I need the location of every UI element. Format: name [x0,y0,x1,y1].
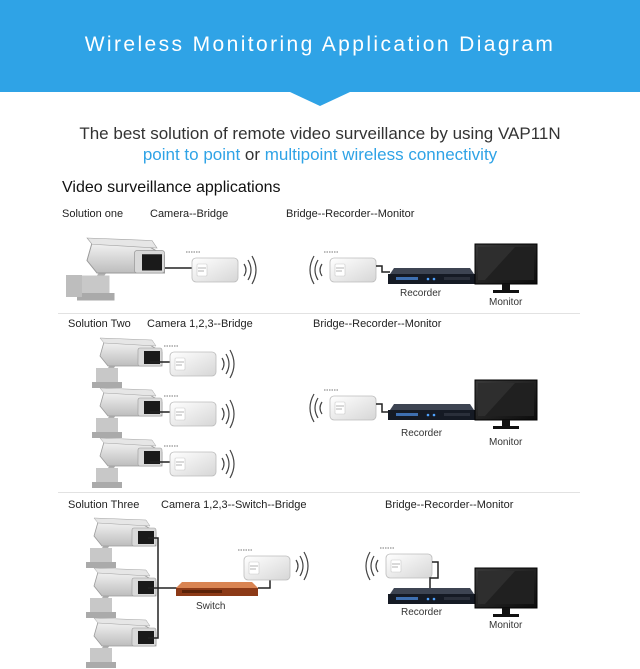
cable-icon [376,266,390,272]
banner-title: Wireless Monitoring Application Diagram [84,33,556,56]
solution-two-right-label: Bridge--Recorder--Monitor [313,318,442,330]
wifi-signal-icon [244,256,256,284]
intro-highlight-multipoint: multipoint wireless connectivity [264,145,498,164]
camera-icon [92,388,162,438]
camera-icon [86,518,156,568]
wifi-signal-icon [296,552,308,580]
cable-icon [148,538,178,638]
solution-three-left-label: Camera 1,2,3--Switch--Bridge [161,499,307,511]
switch-icon [176,582,258,596]
solution-three-right-label: Bridge--Recorder--Monitor [385,499,514,511]
solution-three-name: Solution Three [68,499,140,511]
solution-three-diagram [86,518,537,668]
solution-one-left-label: Camera--Bridge [150,208,229,220]
monitor-icon [475,568,537,617]
monitor-caption-1: Monitor [489,297,523,308]
wifi-signal-icon [310,394,322,422]
camera-icon [92,338,162,388]
solution-two-left-label: Camera 1,2,3--Bridge [147,318,253,330]
bridge-icon [324,390,376,420]
bridge-icon [164,396,216,426]
camera-icon [86,618,156,668]
monitor-caption-2: Monitor [489,437,523,448]
wifi-signal-icon [222,450,234,478]
bridge-icon [186,252,238,282]
solution-two-diagram [92,338,537,488]
intro-line-1: The best solution of remote video surveillance by using VAP11N [79,124,561,143]
solution-one-right-label: Bridge--Recorder--Monitor [286,208,415,220]
intro-highlight-point-to-point: point to point [142,145,241,164]
camera-icon [86,568,156,618]
intro-connector: or [240,145,265,164]
wifi-signal-icon [310,256,322,284]
recorder-caption-1: Recorder [400,288,442,299]
switch-caption: Switch [196,601,226,612]
recorder-icon [388,404,476,420]
bridge-icon [164,446,216,476]
monitor-icon [475,244,537,293]
wifi-signal-icon [366,552,378,580]
recorder-icon [388,268,476,284]
solution-one-name: Solution one [62,208,124,220]
solution-one-diagram [66,238,537,301]
camera-icon [92,438,162,488]
solution-two-name: Solution Two [68,318,131,330]
camera-wall-mount [66,275,82,297]
bridge-icon [324,252,376,282]
cable-icon [376,404,390,412]
monitor-icon [475,380,537,429]
bridge-icon [238,550,290,580]
camera-icon [66,238,165,301]
wifi-signal-icon [222,350,234,378]
recorder-icon [388,588,476,604]
applications-title: Video surveillance applications [62,179,281,196]
recorder-caption-3: Recorder [401,607,443,618]
bridge-icon [380,548,432,578]
wifi-signal-icon [222,400,234,428]
bridge-icon [164,346,216,376]
recorder-caption-2: Recorder [401,428,443,439]
monitor-caption-3: Monitor [489,620,523,631]
